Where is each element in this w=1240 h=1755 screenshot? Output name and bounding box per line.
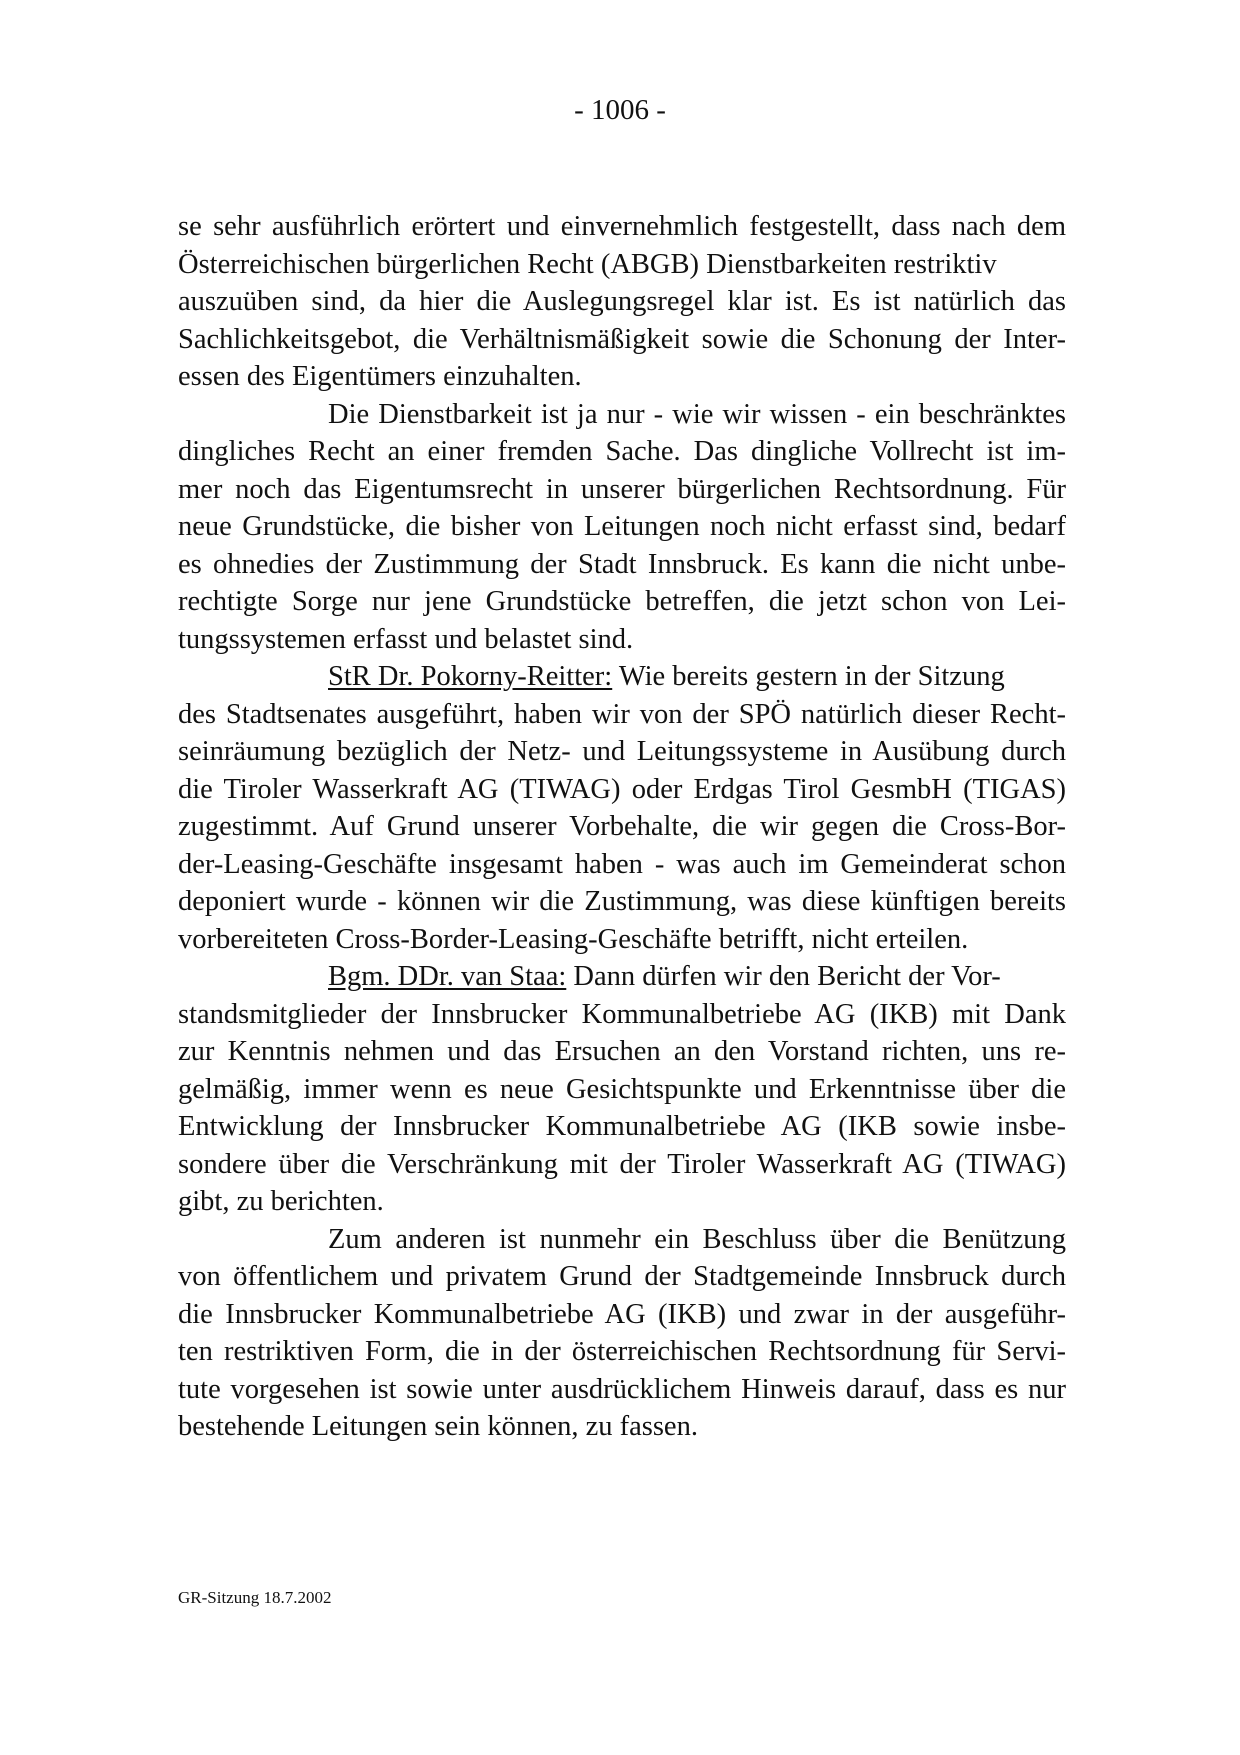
paragraph-2	[178, 396, 1066, 659]
text-line: dingliches Recht an einer fremden Sache. Das dingliche Vollrecht ist im-	[178, 436, 1066, 467]
text-line: die Innsbrucker Kommunalbetriebe AG (IKB) und zwar in der ausgeführ-	[178, 1298, 1066, 1330]
text-line	[178, 658, 1066, 696]
speaker-name: Bgm. DDr. van Staa:	[328, 961, 567, 992]
footer-session-date: GR-Sitzung 18.7.2002	[178, 1588, 332, 1607]
text-line: deponiert wurde - können wir die Zustimmung, was diese künftigen bereits	[178, 886, 1066, 917]
text-line: von öffentlichem und privatem Grund der Stadtgemeinde Innsbruck durch	[178, 1261, 1066, 1292]
text-line: Österreichischen bürgerlichen Recht (ABGB) Dienstbarkeiten restriktiv	[178, 248, 997, 280]
text-line: seinräumung bezüglich der Netz- und Leitungssysteme in Ausübung durch	[178, 736, 1066, 767]
text-line: der-Leasing-Geschäfte insgesamt haben - was auch im Gemeinderat schon	[178, 848, 1066, 880]
text-fragment: Wie bereits gestern in der Sitzung	[612, 661, 1005, 692]
text-line: auszuüben sind, da hier die Auslegungsregel klar ist. Es ist natürlich das	[178, 286, 1066, 317]
text-line: standsmitglieder der Innsbrucker Kommunalbetriebe AG (IKB) mit Dank	[178, 998, 1066, 1030]
text-line: bestehende Leitungen sein können, zu fassen.	[178, 1411, 698, 1442]
text-line: sondere über die Verschränkung mit der Tiroler Wasserkraft AG (TIWAG)	[178, 1148, 1066, 1180]
text-line: zugestimmt. Auf Grund unserer Vorbehalte, die wir gegen die Cross-Bor-	[178, 811, 1066, 842]
text-line: vorbereiteten Cross-Border-Leasing-Geschäfte betrifft, nicht erteilen.	[178, 923, 969, 955]
text-line: neue Grundstücke, die bisher von Leitungen noch nicht erfasst sind, bedarf	[178, 511, 1066, 542]
text-line: Zum anderen ist nunmehr ein Beschluss über die Benützung	[328, 1223, 1066, 1255]
text-line: Entwicklung der Innsbrucker Kommunalbetriebe AG (IKB sowie insbe-	[178, 1111, 1066, 1142]
text-line: se sehr ausführlich erörtert und einvernehmlich festgestellt, dass nach dem	[178, 211, 1066, 242]
text-line: essen des Eigentümers einzuhalten.	[178, 361, 582, 392]
text-line: Die Dienstbarkeit ist ja nur - wie wir wissen - ein beschränktes	[328, 398, 1066, 430]
text-line: gibt, zu berichten.	[178, 1186, 384, 1217]
text-line: Sachlichkeitsgebot, die Verhältnismäßigkeit sowie die Schonung der Inter-	[178, 323, 1066, 355]
text-line: die Tiroler Wasserkraft AG (TIWAG) oder Erdgas Tirol GesmbH (TIGAS)	[178, 773, 1066, 805]
text-line: tute vorgesehen ist sowie unter ausdrücklichem Hinweis darauf, dass es nur	[178, 1373, 1066, 1405]
text-fragment: Dann dürfen wir den Bericht der Vor-	[566, 961, 1001, 992]
text-line: mer noch das Eigentumsrecht in unserer bürgerlichen Rechtsordnung. Für	[178, 473, 1066, 505]
text-line	[178, 958, 1066, 996]
text-line: ten restriktiven Form, die in der österreichischen Rechtsordnung für Servi-	[178, 1336, 1066, 1367]
paragraph-1	[178, 208, 1066, 396]
page-number: - 1006 -	[574, 94, 666, 126]
text-line: des Stadtsenates ausgeführt, haben wir von der SPÖ natürlich dieser Recht-	[178, 698, 1066, 730]
paragraph-3	[178, 658, 1066, 958]
text-line: rechtigte Sorge nur jene Grundstücke betreffen, die jetzt schon von Lei-	[178, 586, 1066, 617]
speaker-name: StR Dr. Pokorny-Reitter:	[328, 661, 613, 692]
text-line: es ohnedies der Zustimmung der Stadt Innsbruck. Es kann die nicht unbe-	[178, 548, 1066, 580]
document-body	[178, 208, 1066, 1446]
paragraph-4	[178, 958, 1066, 1221]
text-line: zur Kenntnis nehmen und das Ersuchen an den Vorstand richten, uns re-	[178, 1036, 1066, 1067]
paragraph-5	[178, 1221, 1066, 1446]
text-line: tungssystemen erfasst und belastet sind.	[178, 623, 634, 655]
text-line: gelmäßig, immer wenn es neue Gesichtspunkte und Erkenntnisse über die	[178, 1073, 1066, 1105]
